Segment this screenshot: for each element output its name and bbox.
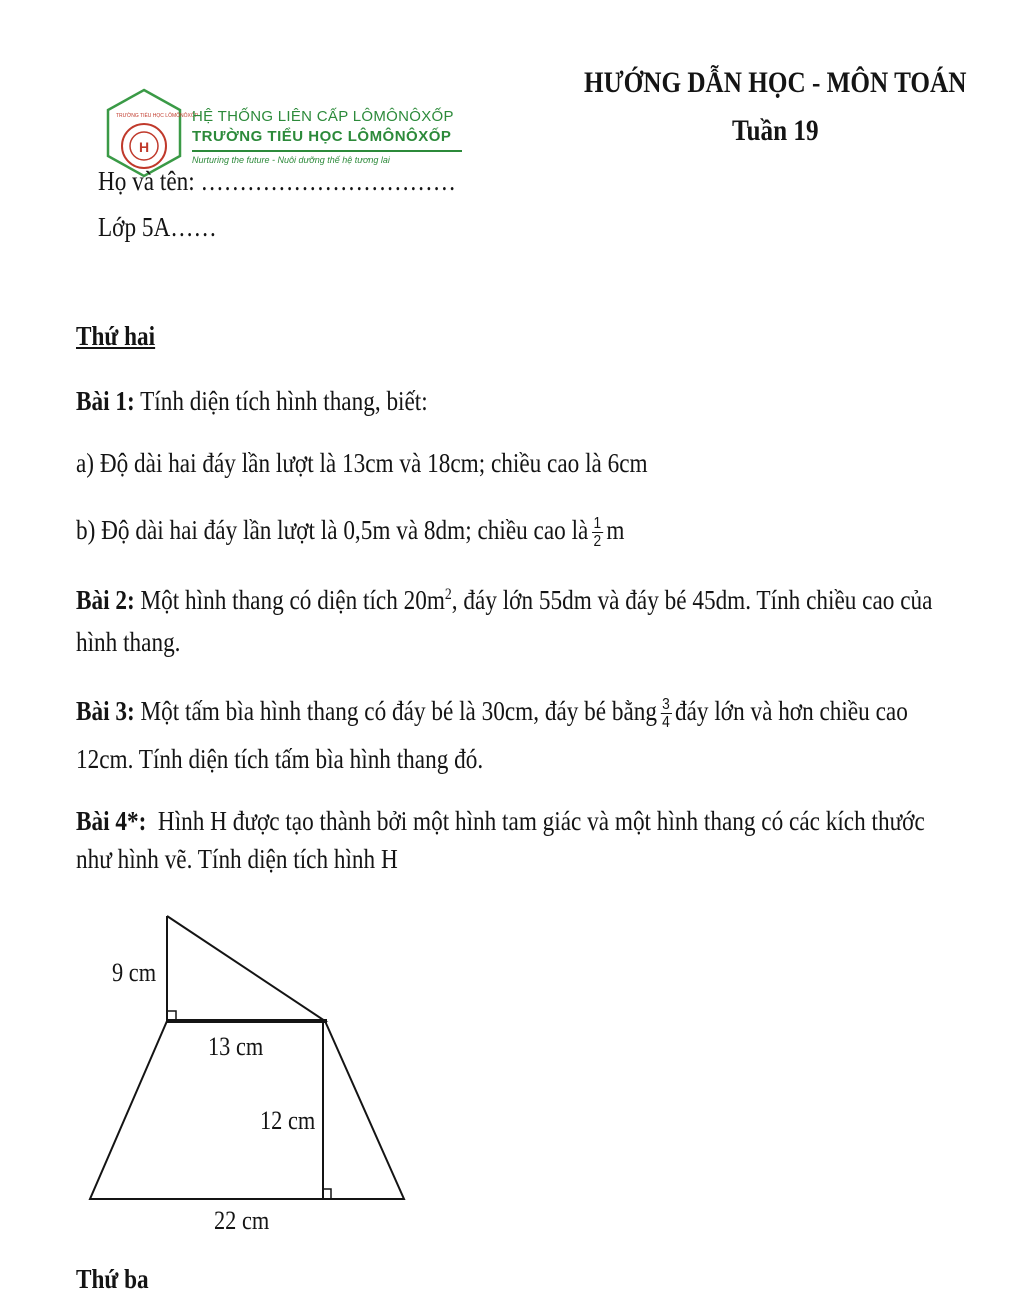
fraction-one-half: $\frac{1}{2}$ bbox=[593, 515, 602, 551]
fraction-three-quarters: $\frac{3}{4}$ bbox=[662, 696, 670, 732]
class-line: Lớp 5A…… bbox=[98, 212, 217, 242]
exercise-4-line2: như hình vẽ. Tính diện tích hình H bbox=[76, 844, 398, 874]
exercise-4: Bài 4*: Hình H được tạo thành bởi một hình tam giác và một hình thang có các kích thước bbox=[76, 806, 925, 836]
label-13cm: 13 cm bbox=[208, 1032, 264, 1061]
triangle-shape bbox=[167, 916, 325, 1021]
svg-text:H: H bbox=[138, 139, 150, 155]
label-9cm: 9 cm bbox=[112, 958, 157, 987]
document-title: HƯỚNG DẪN HỌC - MÔN TOÁN bbox=[584, 66, 967, 99]
day-heading: Thứ hai bbox=[76, 321, 156, 351]
exercise-1-label: Bài 1: bbox=[76, 386, 135, 416]
exercise-1b-text: b) Độ dài hai đáy lần lượt là 0,5m và 8dm; chiều cao là bbox=[76, 515, 589, 545]
label-12cm: 12 cm bbox=[260, 1106, 316, 1135]
right-angle-mark-bottom bbox=[323, 1189, 331, 1199]
exercise-1-text: Tính diện tích hình thang, biết: bbox=[134, 386, 428, 416]
exercise-3: Bài 3: Một tấm bìa hình thang có đáy bé là 30cm, đáy bé bằng $\frac{3}{4}$ đáy lớn và hơn chiều cao bbox=[76, 696, 908, 732]
logo-school-name: TRƯỜNG TIỂU HỌC LÔMÔNÔXỐP bbox=[192, 128, 452, 145]
student-name-line: Họ và tên: …………………………… bbox=[98, 166, 456, 196]
exercise-2: Bài 2: Một hình thang có diện tích $20m^2$, đáy lớn 55dm và đáy bé 45dm. Tính chiều cao của bbox=[76, 585, 933, 615]
exercise-2-line2: hình thang. bbox=[76, 627, 181, 657]
seal-text: TRƯỜNG TIỂU HỌC LÔMÔNÔXỐP bbox=[116, 113, 199, 119]
exercise-3-line2: 12cm. Tính diện tích tấm bìa hình thang đó. bbox=[76, 744, 484, 774]
label-22cm: 22 cm bbox=[214, 1206, 270, 1235]
next-day-heading: Thứ ba bbox=[76, 1264, 149, 1294]
exercise-4-label: Bài 4*: bbox=[76, 806, 147, 836]
logo-slogan: Nurturing the future - Nuôi dưỡng thế hệ tương lai bbox=[192, 155, 390, 165]
exercise-3-label: Bài 3: bbox=[76, 696, 135, 726]
exercise-1a: a) Độ dài hai đáy lần lượt là 13cm và 18cm; chiều cao là 6cm bbox=[76, 448, 648, 478]
exercise-1b-unit: m bbox=[606, 515, 625, 545]
week-label: Tuần 19 bbox=[732, 114, 819, 147]
logo-system-name: HỆ THỐNG LIÊN CẤP LÔMÔNÔXỐP bbox=[192, 108, 454, 125]
exercise-2-label: Bài 2: bbox=[76, 585, 135, 615]
